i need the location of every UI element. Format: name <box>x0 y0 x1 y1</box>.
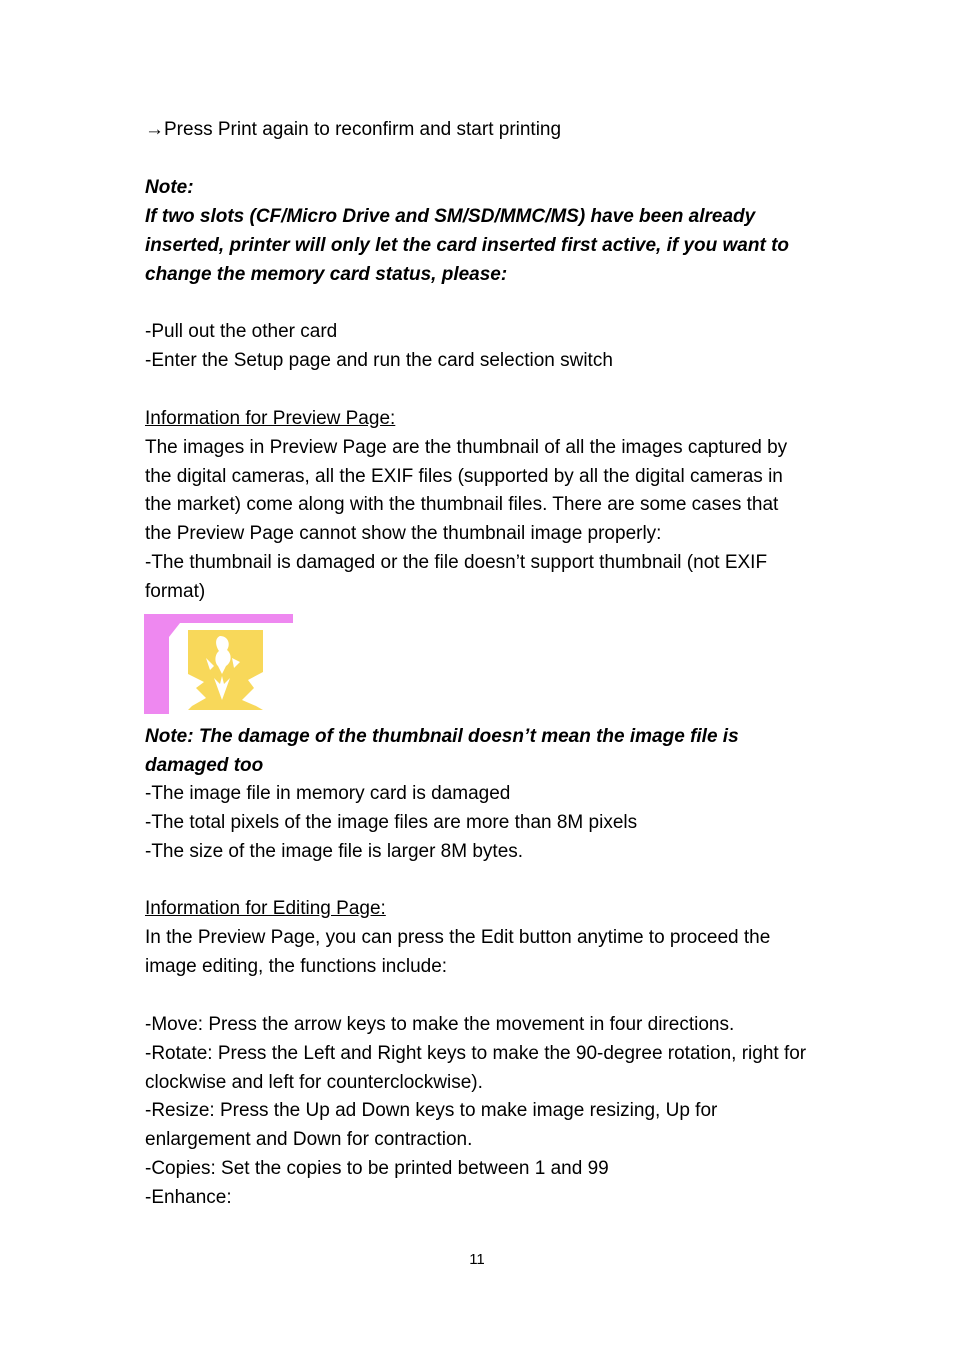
function-item: -Resize: Press the Up ad Down keys to make image resizing, Up for <box>145 1100 718 1121</box>
preview-page-heading: Information for Preview Page: <box>145 408 396 429</box>
note-text-line: If two slots (CF/Micro Drive and SM/SD/MMC/MS) have been already <box>145 206 756 227</box>
print-reconfirm-step: →Press Print again to reconfirm and start printing <box>145 119 562 140</box>
paragraph-line: -The thumbnail is damaged or the file doesn’t support thumbnail (not EXIF <box>145 552 768 573</box>
instruction-item: -Enter the Setup page and run the card selection switch <box>145 350 613 371</box>
damage-note-line: damaged too <box>145 755 264 776</box>
note-text-line: change the memory card status, please: <box>145 264 508 285</box>
editing-page-heading: Information for Editing Page: <box>145 898 386 919</box>
paragraph-line: the Preview Page cannot show the thumbnail image properly: <box>145 523 662 544</box>
damage-note-line: Note: The damage of the thumbnail doesn’t mean the image file is <box>145 726 739 747</box>
list-item: -The total pixels of the image files are more than 8M pixels <box>145 812 638 833</box>
function-item: clockwise and left for counterclockwise). <box>145 1072 483 1093</box>
paragraph-line: the digital cameras, all the EXIF files (supported by all the digital cameras in <box>145 466 783 487</box>
function-item: -Rotate: Press the Left and Right keys to make the 90-degree rotation, right for <box>145 1043 807 1064</box>
paragraph-line: In the Preview Page, you can press the Edit button anytime to proceed the <box>145 927 771 948</box>
paragraph-line: image editing, the functions include: <box>145 956 448 977</box>
function-item: -Move: Press the arrow keys to make the movement in four directions. <box>145 1014 735 1035</box>
paragraph-line: the market) come along with the thumbnail files. There are some cases that <box>145 494 779 515</box>
paragraph-line: format) <box>145 581 206 602</box>
list-item: -The size of the image file is larger 8M bytes. <box>145 841 524 862</box>
function-item: -Enhance: <box>145 1187 232 1208</box>
note-heading: Note: <box>145 177 194 198</box>
note-text-line: inserted, printer will only let the card inserted first active, if you want to <box>145 235 790 256</box>
instruction-item: -Pull out the other card <box>145 321 338 342</box>
broken-thumbnail-icon <box>144 614 293 714</box>
list-item: -The image file in memory card is damaged <box>145 783 511 804</box>
paragraph-line: The images in Preview Page are the thumbnail of all the images captured by <box>145 437 788 458</box>
function-item: enlargement and Down for contraction. <box>145 1129 473 1150</box>
page-number: 11 <box>469 1251 485 1268</box>
function-item: -Copies: Set the copies to be printed between 1 and 99 <box>145 1158 609 1179</box>
